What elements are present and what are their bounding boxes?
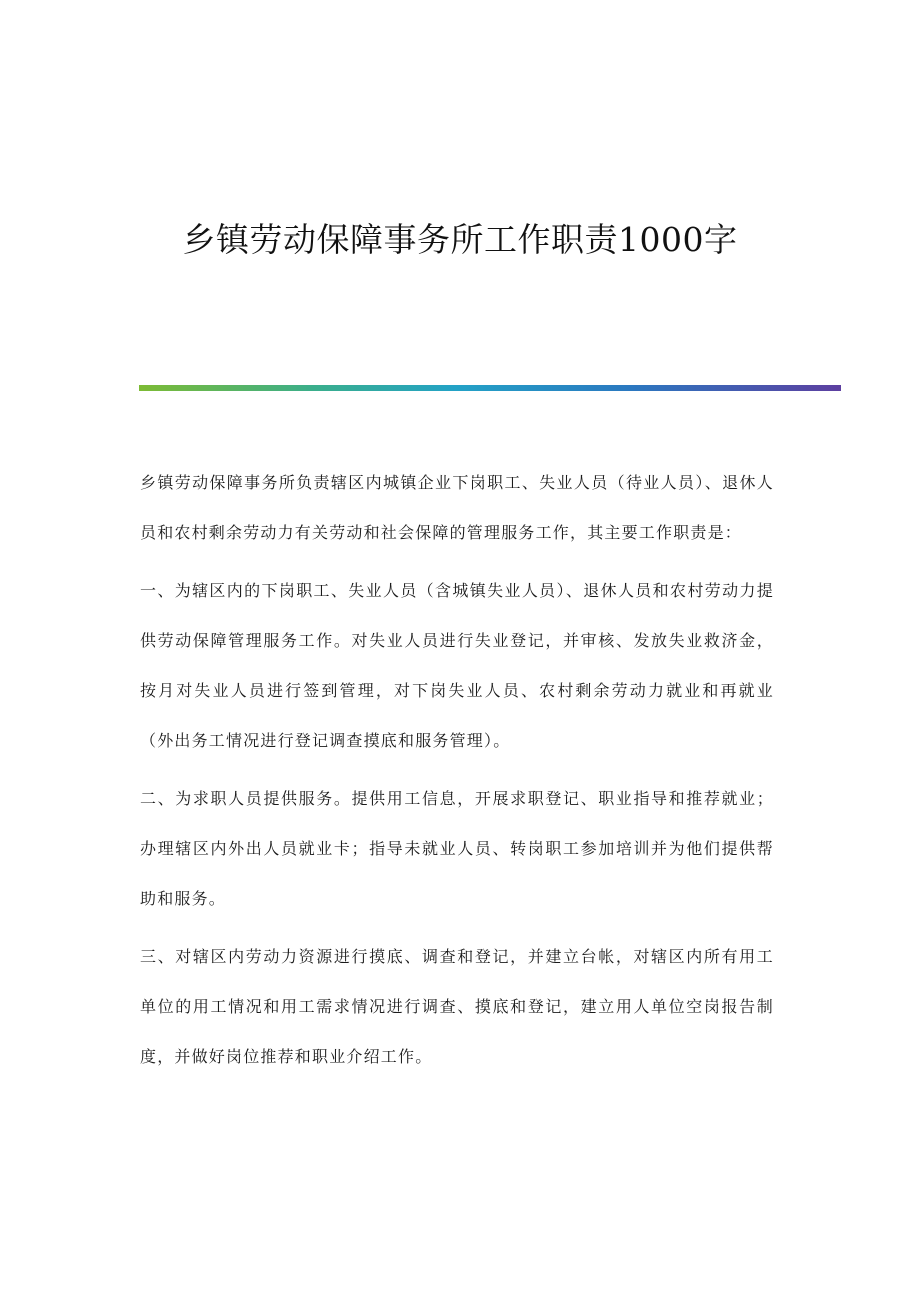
title-divider [139, 385, 841, 391]
paragraph-duty-1: 一、为辖区内的下岗职工、失业人员（含城镇失业人员）、退休人员和农村劳动力提供劳动保障管理服务工作。对失业人员进行失业登记，并审核、发放失业救济金，按月对失业人员进行签到管理，对下岗失业人员、农村剩余劳动力就业和再就业（外出务工情况进行登记调查摸底和服务管理）。 [140, 581, 774, 750]
document-body [140, 458, 774, 1090]
paragraph-duty-3: 三、对辖区内劳动力资源进行摸底、调查和登记，并建立台帐，对辖区内所有用工单位的用工情况和用工需求情况进行调查、摸底和登记，建立用人单位空岗报告制度，并做好岗位推荐和职业介绍工作。 [140, 947, 774, 1066]
document-title: 乡镇劳动保障事务所工作职责1000字 [182, 220, 738, 259]
paragraph-duty-2: 二、为求职人员提供服务。提供用工信息，开展求职登记、职业指导和推荐就业；办理辖区内外出人员就业卡；指导未就业人员、转岗职工参加培训并为他们提供帮助和服务。 [140, 789, 774, 908]
paragraph-intro: 乡镇劳动保障事务所负责辖区内城镇企业下岗职工、失业人员（待业人员）、退休人员和农村剩余劳动力有关劳动和社会保障的管理服务工作，其主要工作职责是： [140, 473, 774, 542]
